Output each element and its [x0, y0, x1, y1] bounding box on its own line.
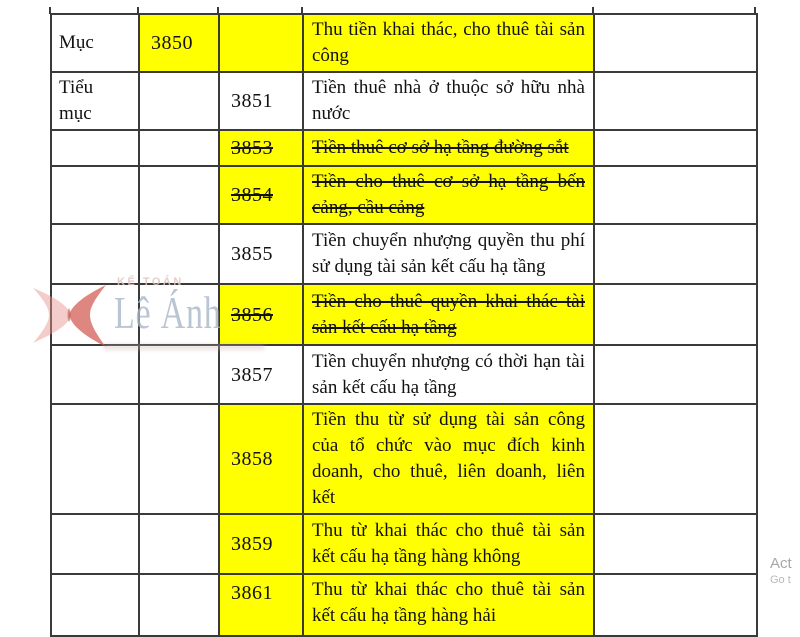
cell-level [51, 514, 139, 574]
cell-note [594, 284, 757, 345]
table-row [51, 574, 757, 636]
cell-description: Tiền cho thuê cơ sở hạ tầng bến cảng, cầu cảng [303, 166, 594, 224]
cell-note [594, 72, 757, 130]
cell-note [594, 14, 757, 72]
cell-muc-code [139, 166, 219, 224]
os-watermark-line2: Go t [770, 574, 791, 586]
table-row [51, 404, 757, 514]
os-watermark-line1: Act [770, 555, 792, 572]
cell-level [51, 166, 139, 224]
cell-description: Tiền chuyển nhượng có thời hạn tài sản kết cấu hạ tầng [303, 345, 594, 404]
cell-level [51, 284, 139, 345]
table-row [51, 345, 757, 404]
cell-description: Tiền thuê nhà ở thuộc sở hữu nhà nước [303, 72, 594, 130]
cell-muc-code [139, 574, 219, 636]
cell-tieu-muc-code: 3861 [219, 574, 303, 636]
cell-tieu-muc-code: 3856 [219, 284, 303, 345]
table-row [51, 166, 757, 224]
cell-description: Tiền thu từ sử dụng tài sản công của tổ chức vào mục đích kinh doanh, cho thuê, liên doanh, liên kết [303, 404, 594, 514]
cell-tieu-muc-code: 3859 [219, 514, 303, 574]
cell-tieu-muc-code: 3858 [219, 404, 303, 514]
table-row [51, 284, 757, 345]
cell-muc-code [139, 404, 219, 514]
cell-muc-code [139, 284, 219, 345]
cell-description: Tiền cho thuê quyền khai thác tài sản kết cấu hạ tầng [303, 284, 594, 345]
cell-muc-code [139, 72, 219, 130]
cell-muc-code [139, 224, 219, 284]
cell-description: Tiền chuyển nhượng quyền thu phí sử dụng tài sản kết cấu hạ tầng [303, 224, 594, 284]
table-row [51, 224, 757, 284]
cell-muc-code [139, 130, 219, 166]
table-row [51, 514, 757, 574]
cell-level [51, 130, 139, 166]
cell-note [594, 404, 757, 514]
cell-level: Mục [51, 14, 139, 72]
cell-tieu-muc-code: 3851 [219, 72, 303, 130]
cell-tieu-muc-code: 3853 [219, 130, 303, 166]
cell-level [51, 574, 139, 636]
cell-note [594, 574, 757, 636]
cell-muc-code: 3850 [139, 14, 219, 72]
watermark-brand-top: KẾ TOÁN [117, 276, 184, 288]
budget-code-table [50, 13, 758, 637]
cell-level [51, 404, 139, 514]
watermark-brand-main: Lê Ánh [114, 287, 222, 338]
cell-description: Thu từ khai thác cho thuê tài sản kết cấu hạ tầng hàng không [303, 514, 594, 574]
table-row [51, 130, 757, 166]
cell-level [51, 224, 139, 284]
cell-note [594, 166, 757, 224]
cell-note [594, 345, 757, 404]
cell-tieu-muc-code: 3857 [219, 345, 303, 404]
cell-tieu-muc-code [219, 14, 303, 72]
table-row [51, 14, 757, 72]
cell-tieu-muc-code: 3854 [219, 166, 303, 224]
cell-level: Tiểu mục [51, 72, 139, 130]
cell-level [51, 345, 139, 404]
cell-description: Thu từ khai thác cho thuê tài sản kết cấu hạ tầng hàng hải [303, 574, 594, 636]
cell-note [594, 224, 757, 284]
cell-note [594, 514, 757, 574]
cell-muc-code [139, 514, 219, 574]
cell-description: Tiền thuê cơ sở hạ tầng đường sắt [303, 130, 594, 166]
cell-tieu-muc-code: 3855 [219, 224, 303, 284]
table-row [51, 72, 757, 130]
cell-muc-code [139, 345, 219, 404]
cell-note [594, 130, 757, 166]
cell-description: Thu tiền khai thác, cho thuê tài sản công [303, 14, 594, 72]
